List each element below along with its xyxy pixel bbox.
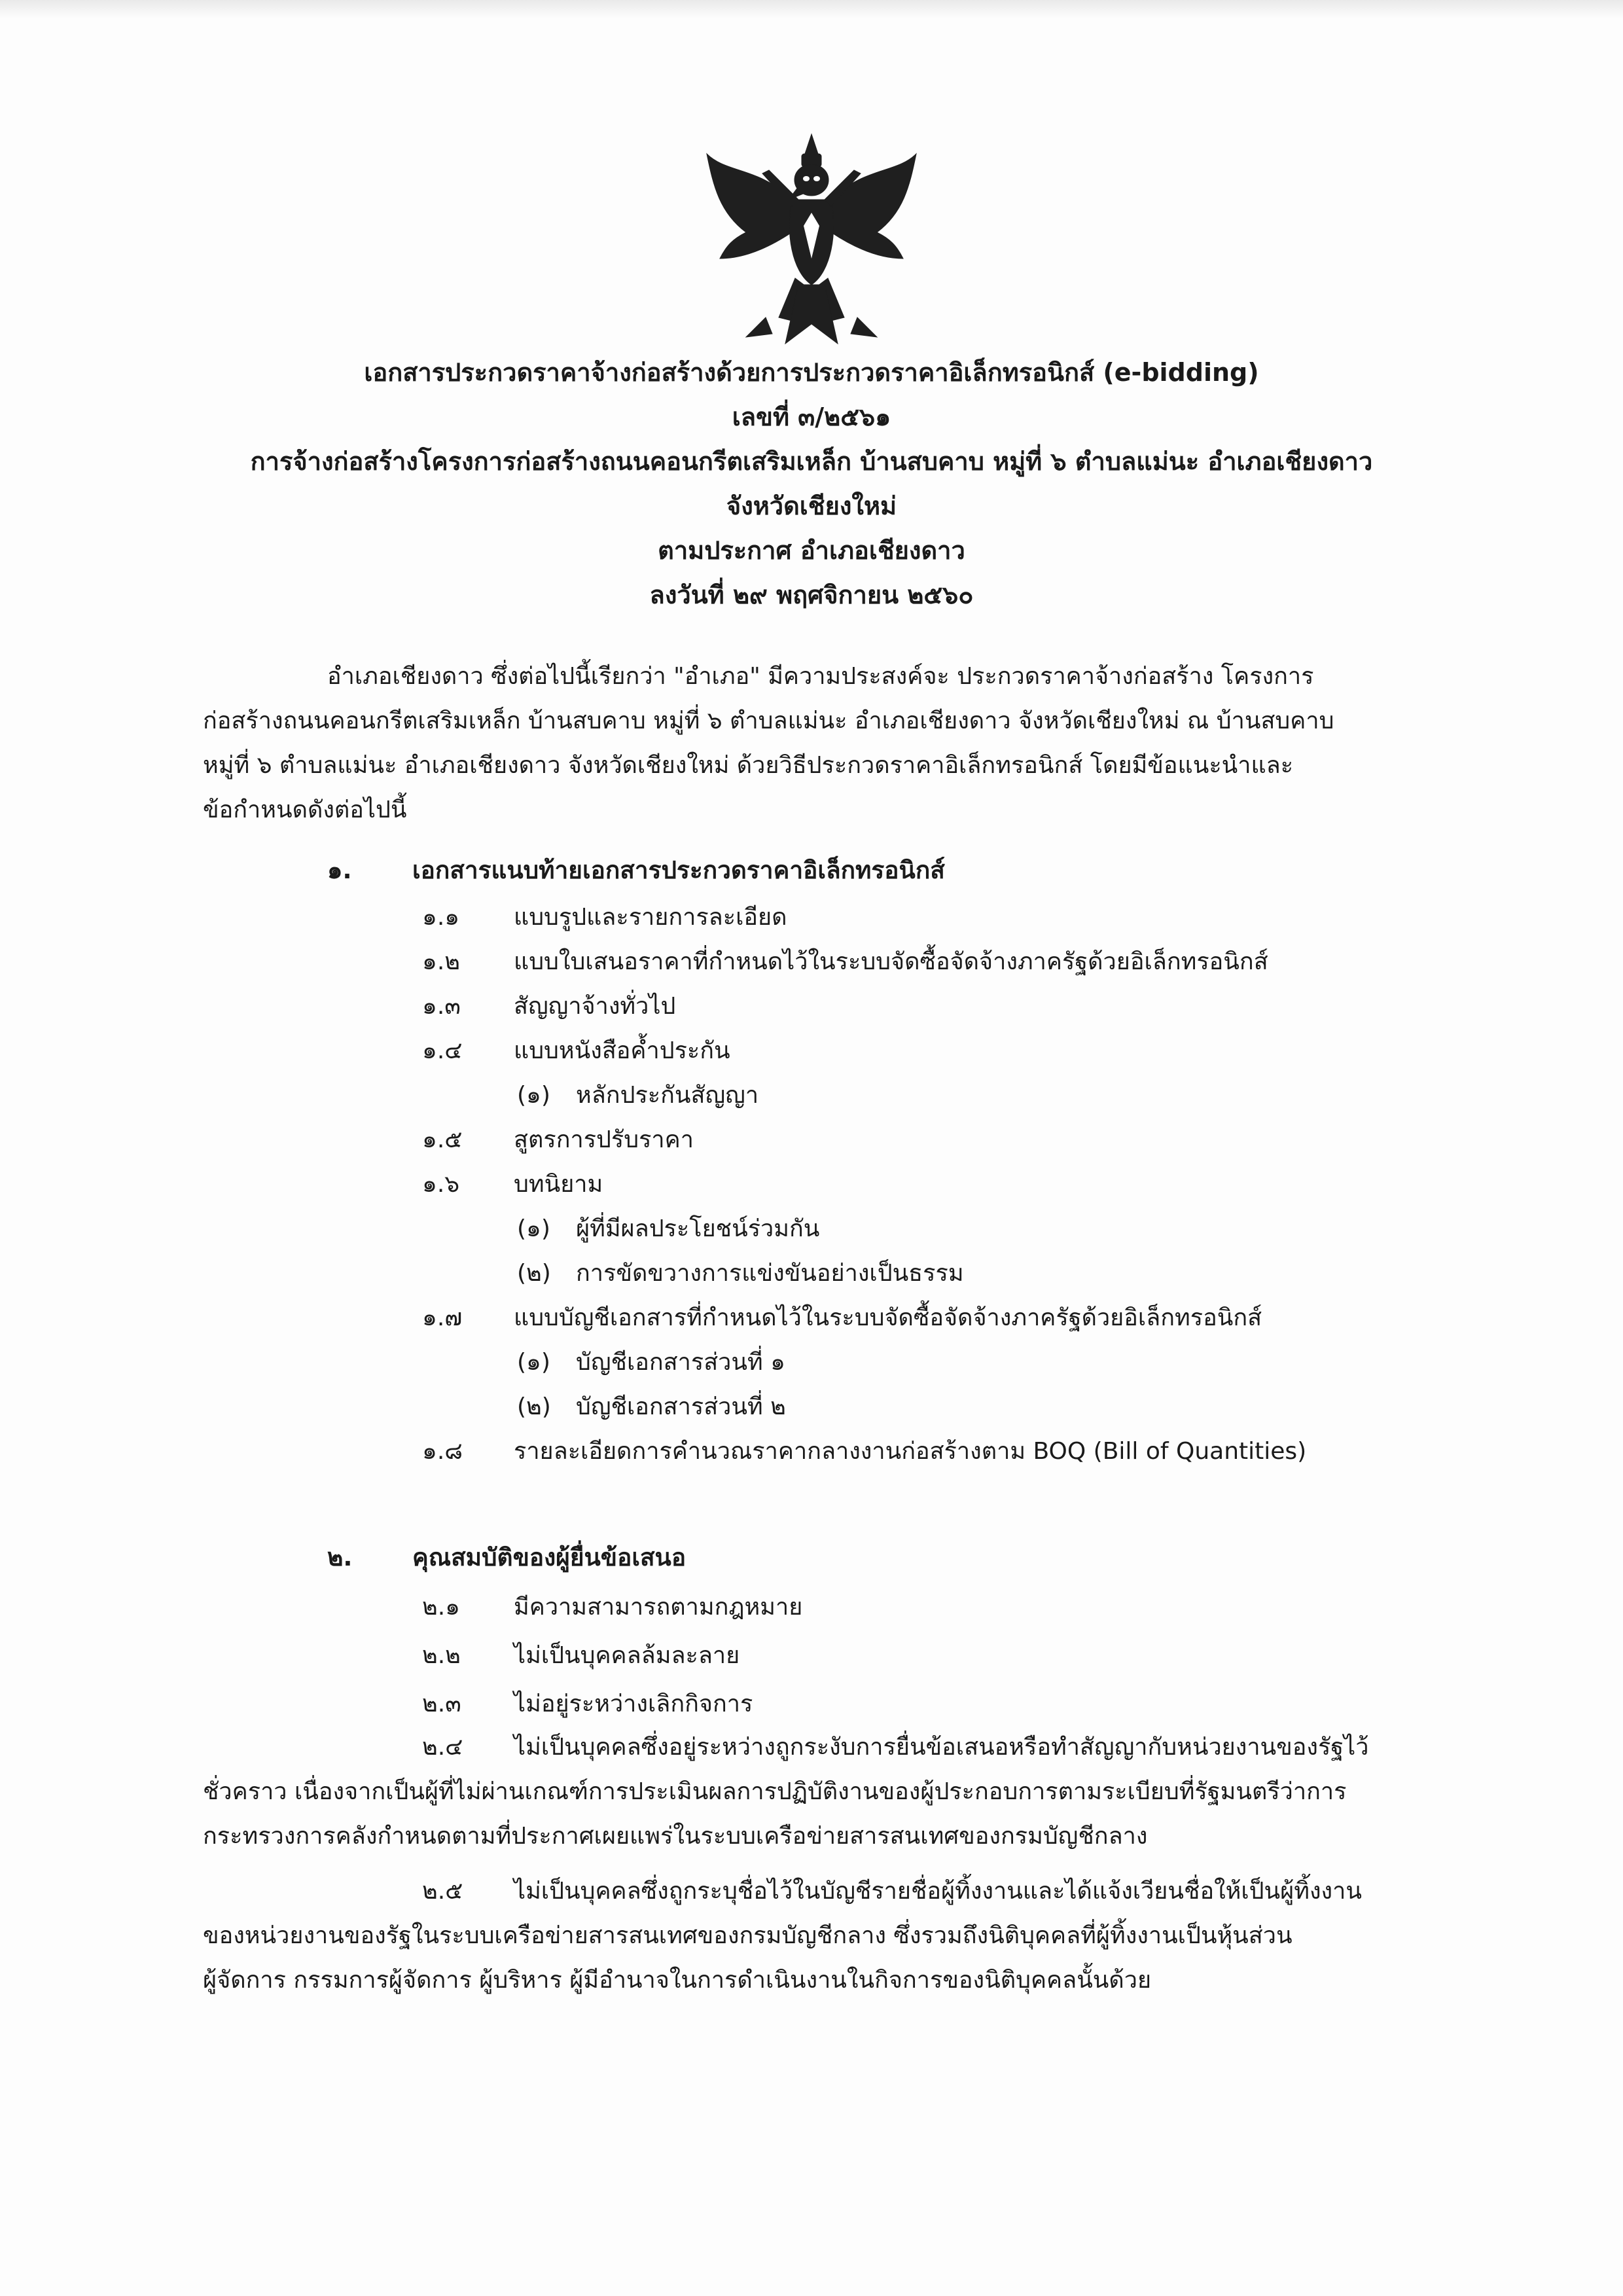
section-1-title [327, 851, 945, 889]
list-item: ๒.๓ ไม่อยู่ระหว่างเลิกกิจการ [422, 1691, 753, 1717]
scan-shadow [0, 0, 1623, 18]
header-project: การจ้างก่อสร้างโครงการก่อสร้างถนนคอนกรีตเสริมเหล็ก บ้านสบคาบ หมู่ที่ ๖ ตำบลแม่นะ อำเภอเชียงดาว [250, 447, 1373, 476]
header-doc-number: เลขที่ ๓/๒๕๖๑ [732, 403, 891, 431]
intro-line: หมู่ที่ ๖ ตำบลแม่นะ อำเภอเชียงดาว จังหวัดเชียงใหม่ ด้วยวิธีประกวดราคาอิเล็กทรอนิกส์ โดยมีข้อแนะนำและ [203, 752, 1294, 779]
document-header [196, 350, 1427, 617]
header-province: จังหวัดเชียงใหม่ [726, 492, 897, 520]
list-item: ๑.๓ สัญญาจ้างทั่วไป [422, 993, 676, 1020]
garuda-emblem-icon [700, 128, 923, 350]
list-item: ๑.๑ แบบรูปและรายการละเอียด [422, 904, 787, 931]
section-number: ๑. [327, 856, 352, 884]
list-item: ๑.๔ แบบหนังสือค้ำประกัน [422, 1037, 730, 1064]
list-item: ๒.๒ ไม่เป็นบุคคลล้มละลาย [422, 1642, 740, 1669]
section-heading: เอกสารแนบท้ายเอกสารประกวดราคาอิเล็กทรอนิกส์ [412, 856, 945, 884]
list-item: ๑.๖ บทนิยาม [422, 1171, 603, 1198]
header-date: ลงวันที่ ๒๙ พฤศจิกายน ๒๕๖๐ [649, 581, 974, 609]
list-item: ๑.๗ แบบบัญชีเอกสารที่กำหนดไว้ในระบบจัดซื้อจัดจ้างภาครัฐด้วยอิเล็กทรอนิกส์ [422, 1304, 1262, 1331]
sub-list-item: (๒) บัญชีเอกสารส่วนที่ ๒ [517, 1393, 786, 1420]
sub-list-item: (๑) บัญชีเอกสารส่วนที่ ๑ [517, 1349, 786, 1376]
sub-list-item: (๑) ผู้ที่มีผลประโยชน์ร่วมกัน [517, 1215, 820, 1242]
intro-line: ก่อสร้างถนนคอนกรีตเสริมเหล็ก บ้านสบคาบ หมู่ที่ ๖ ตำบลแม่นะ อำเภอเชียงดาว จังหวัดเชียงใหม่ ณ บ้านสบคาบ [203, 708, 1334, 734]
sub-list-item: (๑) หลักประกันสัญญา [517, 1082, 759, 1109]
sub-list-item: (๒) การขัดขวางการแข่งขันอย่างเป็นธรรม [517, 1260, 964, 1287]
list-item: ๒.๑ มีความสามารถตามกฎหมาย [422, 1594, 803, 1621]
intro-paragraph [203, 655, 1433, 833]
paragraph-2-4: ๒.๔ ไม่เป็นบุคคลซึ่งอยู่ระหว่างถูกระงับการยื่นข้อเสนอหรือทำสัญญากับหน่วยงานของรัฐไว้ ชั่วคราว เนื่องจากเป็นผู้ที่ไม่ผ่านเกณฑ์การประเมินผลการปฏิบัติงานของผู้ประกอบการตามระเบียบที่รัฐมนตรีว่าการ กระทรวงการคลังกำหนดตามที่ประกาศเผยแพร่ในระบบเครือข่ายสารสนเทศของกรมบัญชีกลาง [203, 1734, 1369, 1850]
intro-line: ข้อกำหนดดังต่อไปนี้ [203, 797, 407, 823]
paragraph-2-5: ๒.๕ ไม่เป็นบุคคลซึ่งถูกระบุชื่อไว้ในบัญชีรายชื่อผู้ทิ้งงานและได้แจ้งเวียนชื่อให้เป็นผู้ทิ้งงาน ของหน่วยงานของรัฐในระบบเครือข่ายสารสนเทศของกรมบัญชีกลาง ซึ่งรวมถึงนิติบุคคลที่ผู้ทิ้งงานเป็นหุ้นส่วน ผู้จัดการ กรรมการผู้จัดการ ผู้บริหาร ผู้มีอำนาจในการดำเนินงานในกิจการของนิติบุคคลนั้นด้วย [203, 1878, 1362, 1994]
list-item: ๑.๘ รายละเอียดการคำนวณราคากลางงานก่อสร้างตาม BOQ (Bill of Quantities) [422, 1438, 1307, 1465]
intro-line: อำเภอเชียงดาว ซึ่งต่อไปนี้เรียกว่า "อำเภอ" มีความประสงค์จะ ประกวดราคาจ้างก่อสร้าง โครงการ [327, 663, 1314, 690]
header-title: เอกสารประกวดราคาจ้างก่อสร้างด้วยการประกวดราคาอิเล็กทรอนิกส์ (e-bidding) [364, 358, 1259, 387]
section-2-title [327, 1538, 686, 1577]
list-item: ๑.๒ แบบใบเสนอราคาที่กำหนดไว้ในระบบจัดซื้อจัดจ้างภาครัฐด้วยอิเล็กทรอนิกส์ [422, 948, 1268, 975]
header-announcement: ตามประกาศ อำเภอเชียงดาว [658, 536, 965, 565]
section-number: ๒. [327, 1543, 353, 1571]
section-heading: คุณสมบัติของผู้ยื่นข้อเสนอ [412, 1543, 687, 1571]
list-item: ๑.๕ สูตรการปรับราคา [422, 1126, 694, 1153]
